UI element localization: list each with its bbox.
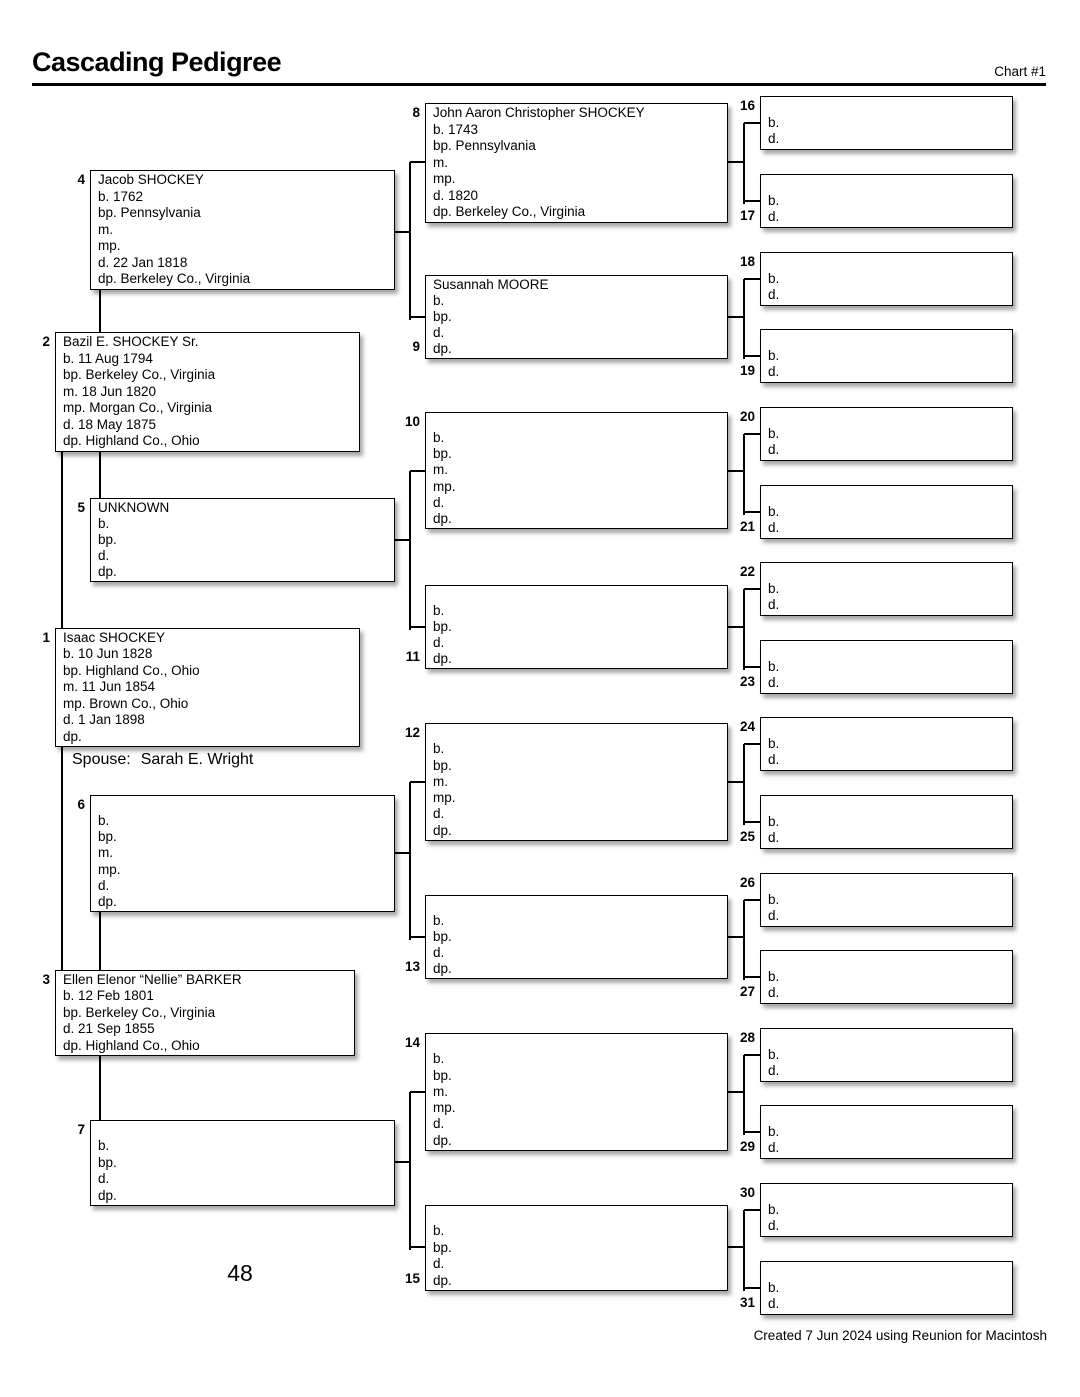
person-line bbox=[433, 1035, 727, 1051]
connector-line bbox=[743, 434, 745, 515]
connector-line bbox=[744, 588, 760, 590]
person-line: m. bbox=[433, 154, 448, 170]
person-line bbox=[768, 1185, 1012, 1202]
person-line: bp. bbox=[433, 619, 452, 634]
person-line: bp. Berkeley Co., Virginia bbox=[63, 367, 216, 383]
person-line: dp. Highland Co., Ohio bbox=[63, 1037, 200, 1053]
person-line: dp. bbox=[433, 961, 452, 976]
person-box-7 bbox=[90, 1120, 395, 1206]
person-line: b. bbox=[433, 741, 445, 757]
person-line: d. bbox=[768, 442, 780, 458]
person-line: Susannah MOORE bbox=[433, 277, 549, 292]
connector-line bbox=[744, 743, 760, 745]
connector-line bbox=[99, 290, 101, 335]
person-line: b. bbox=[768, 503, 780, 519]
person-line: Isaac SHOCKEY bbox=[63, 630, 166, 645]
connector-line bbox=[743, 900, 745, 980]
person-number: 1 bbox=[42, 630, 50, 645]
person-line: d. bbox=[98, 1171, 110, 1187]
connector-line bbox=[743, 1210, 745, 1291]
connector-line bbox=[743, 279, 745, 359]
person-line: m. 11 Jun 1854 bbox=[63, 679, 156, 695]
person-line bbox=[768, 797, 1012, 814]
person-line: d. bbox=[433, 635, 445, 650]
person-box-16 bbox=[760, 96, 1013, 150]
connector-line bbox=[410, 936, 425, 938]
person-line: d. bbox=[433, 1256, 445, 1272]
person-number: 12 bbox=[404, 725, 420, 740]
connector-line bbox=[728, 1091, 744, 1093]
person-line bbox=[433, 414, 727, 430]
person-line bbox=[768, 1107, 1012, 1124]
person-line: b. bbox=[768, 813, 780, 829]
person-box-24 bbox=[760, 717, 1013, 771]
person-line: d. bbox=[768, 1296, 780, 1312]
person-line bbox=[768, 409, 1012, 426]
connector-line bbox=[743, 1055, 745, 1135]
person-number: 6 bbox=[77, 797, 85, 812]
person-line bbox=[768, 331, 1012, 348]
person-line: d. bbox=[768, 520, 780, 536]
person-line: b. bbox=[768, 580, 780, 596]
connector-line bbox=[744, 666, 760, 668]
person-line: d. bbox=[768, 985, 780, 1001]
person-box-6 bbox=[90, 795, 395, 912]
person-line: Jacob SHOCKEY bbox=[98, 172, 204, 187]
connector-line bbox=[409, 782, 411, 940]
person-box-2 bbox=[55, 332, 360, 452]
person-number: 16 bbox=[739, 98, 755, 113]
person-line: bp. bbox=[433, 1067, 452, 1083]
person-line: d. bbox=[768, 1063, 780, 1079]
person-number: 4 bbox=[77, 172, 85, 187]
person-line: bp. Berkeley Co., Virginia bbox=[63, 1004, 216, 1020]
page-number: 48 bbox=[227, 1260, 253, 1286]
person-line: b. bbox=[768, 735, 780, 751]
person-line: dp. bbox=[433, 651, 452, 666]
person-box-10 bbox=[425, 412, 728, 529]
connector-line bbox=[409, 471, 411, 630]
person-line: John Aaron Christopher SHOCKEY bbox=[433, 105, 645, 120]
person-line: bp. bbox=[433, 929, 452, 944]
person-box-23 bbox=[760, 640, 1013, 694]
connector-line bbox=[744, 278, 760, 280]
connector-line bbox=[395, 231, 410, 233]
person-box-17 bbox=[760, 174, 1013, 228]
person-number: 21 bbox=[739, 519, 755, 534]
person-line: bp. Pennsylvania bbox=[98, 205, 201, 221]
person-line: m. bbox=[98, 221, 113, 237]
person-line: b. bbox=[433, 293, 445, 308]
person-line: b. bbox=[768, 1123, 780, 1139]
connector-line bbox=[410, 781, 425, 783]
person-line: d. bbox=[768, 1140, 780, 1156]
person-line: d. bbox=[433, 1116, 445, 1132]
person-line: bp. bbox=[433, 1239, 452, 1255]
connector-line bbox=[395, 852, 410, 854]
person-line: d. bbox=[98, 548, 110, 563]
person-line: m. 18 Jun 1820 bbox=[63, 383, 157, 399]
person-line bbox=[98, 1122, 394, 1138]
person-box-4 bbox=[90, 170, 395, 290]
person-line: b. bbox=[768, 192, 780, 208]
person-line: bp. bbox=[433, 446, 452, 462]
person-line bbox=[768, 254, 1012, 271]
person-line: m. bbox=[433, 462, 448, 478]
person-number: 14 bbox=[404, 1035, 420, 1050]
person-number: 3 bbox=[42, 972, 50, 987]
person-line bbox=[768, 1030, 1012, 1047]
person-number: 5 bbox=[77, 500, 85, 515]
person-number: 13 bbox=[404, 959, 420, 974]
connector-line bbox=[410, 626, 425, 628]
person-line: d. bbox=[768, 1218, 780, 1234]
person-line: b. bbox=[768, 347, 780, 363]
person-number: 9 bbox=[412, 339, 420, 354]
connector-line bbox=[728, 161, 744, 163]
person-line bbox=[768, 875, 1012, 892]
person-box-26 bbox=[760, 873, 1013, 927]
person-line: d. bbox=[768, 675, 780, 691]
person-line: b. bbox=[768, 891, 780, 907]
person-line: d. bbox=[433, 494, 445, 510]
spouse-label: Spouse: bbox=[72, 751, 131, 768]
person-line: mp. Morgan Co., Virginia bbox=[63, 400, 213, 416]
connector-line bbox=[743, 589, 745, 670]
connector-line bbox=[728, 316, 744, 318]
person-line: d. bbox=[433, 945, 445, 960]
connector-line bbox=[744, 1287, 760, 1289]
person-box-11 bbox=[425, 585, 728, 669]
person-number: 22 bbox=[739, 564, 755, 579]
person-line bbox=[768, 98, 1012, 115]
person-line: d. bbox=[768, 287, 780, 303]
person-line bbox=[768, 1263, 1012, 1280]
person-line: b. 1743 bbox=[433, 121, 479, 137]
person-line: d. bbox=[768, 364, 780, 380]
person-line bbox=[768, 564, 1012, 581]
person-line: bp. bbox=[98, 532, 117, 547]
person-line: mp. bbox=[433, 1100, 456, 1116]
person-line bbox=[768, 176, 1012, 193]
person-box-22 bbox=[760, 562, 1013, 616]
person-line: d. bbox=[768, 908, 780, 924]
connector-line bbox=[61, 452, 63, 631]
person-line: b. bbox=[433, 1051, 445, 1067]
connector-line bbox=[728, 626, 744, 628]
connector-line bbox=[744, 1054, 760, 1056]
person-line: bp. bbox=[433, 309, 452, 324]
person-line: b. bbox=[768, 1046, 780, 1062]
connector-line bbox=[99, 452, 101, 501]
person-line: d. 21 Sep 1855 bbox=[63, 1021, 155, 1037]
person-line: b. 12 Feb 1801 bbox=[63, 988, 154, 1004]
person-box-19 bbox=[760, 329, 1013, 383]
connector-line bbox=[744, 1209, 760, 1211]
person-line: d. bbox=[768, 830, 780, 846]
person-box-20 bbox=[760, 407, 1013, 461]
connector-line bbox=[410, 1246, 425, 1248]
person-line: b. bbox=[98, 516, 110, 531]
person-line bbox=[98, 797, 394, 813]
connector-line bbox=[744, 821, 760, 823]
connector-line bbox=[728, 781, 744, 783]
connector-line bbox=[99, 912, 101, 973]
connector-line bbox=[744, 355, 760, 357]
connector-line bbox=[744, 1131, 760, 1133]
person-box-29 bbox=[760, 1105, 1013, 1159]
person-box-27 bbox=[760, 950, 1013, 1004]
person-line: d. 18 May 1875 bbox=[63, 416, 157, 432]
person-line: d. bbox=[98, 877, 110, 893]
person-line: b. bbox=[433, 430, 445, 446]
person-number: 20 bbox=[739, 409, 755, 424]
connector-line bbox=[409, 162, 411, 320]
person-line: b. bbox=[98, 1138, 110, 1154]
created-caption: Created 7 Jun 2024 using Reunion for Macintosh bbox=[753, 1328, 1047, 1343]
person-line: d. bbox=[768, 209, 780, 225]
connector-line bbox=[728, 470, 744, 472]
person-line: Bazil E. SHOCKEY Sr. bbox=[63, 334, 199, 349]
person-number: 26 bbox=[739, 875, 755, 890]
person-line: d. 1820 bbox=[433, 187, 479, 203]
person-line bbox=[768, 487, 1012, 504]
person-line: dp. Berkeley Co., Virginia bbox=[98, 271, 251, 287]
page-title: Cascading Pedigree bbox=[32, 47, 282, 77]
connector-line bbox=[744, 976, 760, 978]
person-line: bp. bbox=[433, 757, 452, 773]
person-line: b. bbox=[433, 1223, 445, 1239]
person-box-31 bbox=[760, 1261, 1013, 1315]
person-line: dp. bbox=[433, 822, 452, 838]
person-line: b. bbox=[768, 270, 780, 286]
person-line bbox=[768, 642, 1012, 659]
person-box-30 bbox=[760, 1183, 1013, 1237]
person-number: 25 bbox=[739, 829, 755, 844]
person-line: b. 1762 bbox=[98, 188, 144, 204]
person-number: 15 bbox=[404, 1271, 420, 1286]
person-line: dp. bbox=[433, 1132, 452, 1148]
person-line: d. 1 Jan 1898 bbox=[63, 712, 145, 728]
person-line: d. bbox=[433, 806, 445, 822]
person-line: d. bbox=[768, 131, 780, 147]
person-line: dp. Highland Co., Ohio bbox=[63, 433, 200, 449]
person-line: dp. Berkeley Co., Virginia bbox=[433, 204, 586, 220]
person-line: Ellen Elenor “Nellie” BARKER bbox=[63, 972, 242, 987]
chart-number-label: Chart #1 bbox=[994, 64, 1046, 79]
connector-line bbox=[743, 123, 745, 204]
person-line: b. 10 Jun 1828 bbox=[63, 646, 153, 662]
connector-line bbox=[410, 470, 425, 472]
person-box-8 bbox=[425, 103, 728, 223]
person-number: 29 bbox=[739, 1139, 755, 1154]
person-line: UNKNOWN bbox=[98, 500, 170, 515]
connector-line bbox=[743, 744, 745, 825]
person-line: b. bbox=[768, 1279, 780, 1295]
person-line: d. bbox=[768, 597, 780, 613]
person-line: mp. Brown Co., Ohio bbox=[63, 695, 189, 711]
person-box-13 bbox=[425, 895, 728, 979]
connector-line bbox=[744, 200, 760, 202]
header-rule bbox=[32, 83, 1046, 86]
person-number: 17 bbox=[739, 208, 755, 223]
person-line: b. bbox=[433, 913, 445, 928]
connector-line bbox=[744, 899, 760, 901]
person-line bbox=[768, 952, 1012, 969]
person-line: d. bbox=[433, 325, 445, 340]
person-line: b. bbox=[768, 1201, 780, 1217]
person-line: m. bbox=[98, 845, 113, 861]
person-line bbox=[433, 725, 727, 741]
spouse-line bbox=[72, 751, 253, 769]
spouse-name: Sarah E. Wright bbox=[140, 751, 254, 768]
connector-line bbox=[410, 1091, 425, 1093]
person-line bbox=[768, 719, 1012, 736]
connector-line bbox=[744, 511, 760, 513]
person-line: bp. bbox=[98, 1154, 117, 1170]
person-line: b. bbox=[768, 425, 780, 441]
person-number: 10 bbox=[404, 414, 420, 429]
person-box-28 bbox=[760, 1028, 1013, 1082]
person-line: d. bbox=[768, 752, 780, 768]
person-line: dp. bbox=[433, 341, 452, 356]
person-line bbox=[433, 1207, 727, 1223]
connector-line bbox=[744, 433, 760, 435]
person-number: 30 bbox=[739, 1185, 755, 1200]
connector-line bbox=[728, 936, 744, 938]
person-number: 7 bbox=[77, 1122, 85, 1137]
person-line: dp. bbox=[433, 1272, 452, 1288]
connector-line bbox=[410, 161, 425, 163]
connector-line bbox=[744, 122, 760, 124]
person-number: 23 bbox=[739, 674, 755, 689]
person-line: b. bbox=[768, 658, 780, 674]
connector-line bbox=[728, 1246, 744, 1248]
person-line: dp. bbox=[63, 728, 82, 744]
person-line: dp. bbox=[98, 564, 117, 579]
person-box-12 bbox=[425, 723, 728, 841]
person-box-21 bbox=[760, 485, 1013, 539]
person-box-1 bbox=[55, 628, 360, 747]
person-line: dp. bbox=[98, 893, 117, 909]
person-line: mp. bbox=[433, 171, 456, 187]
person-line: m. bbox=[433, 1083, 448, 1099]
connector-line bbox=[99, 1055, 101, 1123]
person-line: bp. Highland Co., Ohio bbox=[63, 662, 200, 678]
person-line bbox=[433, 897, 727, 913]
person-line: b. bbox=[98, 813, 110, 829]
person-box-5 bbox=[90, 498, 395, 582]
person-line: mp. bbox=[433, 790, 456, 806]
person-line: d. 22 Jan 1818 bbox=[98, 254, 188, 270]
person-line: dp. bbox=[98, 1187, 117, 1203]
person-box-9 bbox=[425, 275, 728, 359]
person-line: m. bbox=[433, 773, 448, 789]
person-line: b. bbox=[433, 603, 445, 618]
person-box-25 bbox=[760, 795, 1013, 849]
person-line: bp. bbox=[98, 829, 117, 845]
person-line: b. bbox=[768, 968, 780, 984]
person-box-18 bbox=[760, 252, 1013, 306]
person-number: 31 bbox=[739, 1295, 755, 1310]
person-number: 2 bbox=[42, 334, 50, 349]
connector-line bbox=[395, 539, 410, 541]
person-number: 24 bbox=[739, 719, 755, 734]
person-line: bp. Pennsylvania bbox=[433, 138, 536, 154]
person-line: mp. bbox=[433, 478, 456, 494]
person-number: 18 bbox=[739, 254, 755, 269]
person-line: b. bbox=[768, 114, 780, 130]
person-box-3 bbox=[55, 970, 355, 1056]
person-number: 28 bbox=[739, 1030, 755, 1045]
person-line: mp. bbox=[98, 861, 121, 877]
person-line: b. 11 Aug 1794 bbox=[63, 350, 153, 366]
person-line bbox=[433, 587, 727, 603]
person-box-15 bbox=[425, 1205, 728, 1291]
person-number: 19 bbox=[739, 363, 755, 378]
connector-line bbox=[410, 316, 425, 318]
connector-line bbox=[395, 1161, 410, 1163]
person-box-14 bbox=[425, 1033, 728, 1151]
person-line: mp. bbox=[98, 238, 121, 254]
person-line: dp. bbox=[433, 510, 452, 526]
person-number: 8 bbox=[412, 105, 420, 120]
connector-line bbox=[61, 747, 63, 973]
person-number: 11 bbox=[405, 649, 420, 664]
person-number: 27 bbox=[739, 984, 755, 999]
connector-line bbox=[409, 1092, 411, 1250]
